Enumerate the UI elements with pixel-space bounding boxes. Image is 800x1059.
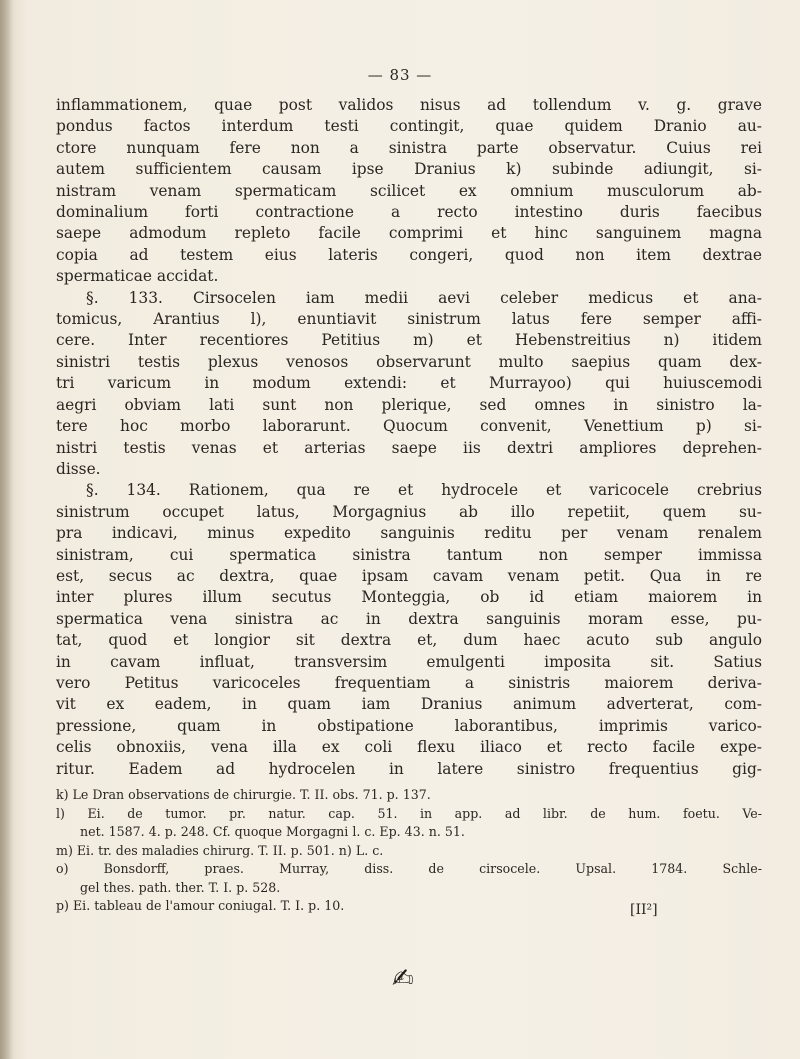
footnote-line: o) Bonsdorff, praes. Murray, diss. de cirsocele. Upsal. 1784. Schle- [56,861,762,876]
text-line: aegri obviam lati sunt non plerique, sed omnes in sinistro la- [56,395,762,414]
text-line: copia ad testem eius lateris congeri, quod non item dextrae [56,245,762,264]
footnotes [56,786,762,916]
page-number: — 83 — [367,66,433,84]
text-line: in cavam influat, transversim emulgenti imposita sit. Satius [56,652,762,671]
text-line: sinistrum occupet latus, Morgagnius ab illo repetiit, quem su- [56,502,762,521]
printer-signature: [II²] [630,902,658,918]
text-line: pra indicavi, minus expedito sanguinis reditu per venam renalem [56,524,762,543]
text-line: §. 133. Cirsocelen iam medii aevi celeber medicus et ana- [86,288,762,307]
text-line: nistram venam spermaticam scilicet ex omnium musculorum ab- [56,181,762,200]
footnote-line: k) Le Dran observations de chirurgie. T. II. obs. 71. p. 137. [56,787,431,802]
main-text [56,95,762,780]
text-line: tomicus, Arantius l), enuntiavit sinistrum latus fere semper affi- [56,310,762,329]
ink-mark: ✍ [392,964,414,994]
text-line: disse. [56,459,101,478]
text-line: sinistram, cui spermatica sinistra tantum non semper immissa [56,545,762,564]
text-line: celis obnoxiis, vena illa ex coli flexu iliaco et recto facile expe- [56,738,762,757]
footnote-line: net. 1587. 4. p. 248. Cf. quoque Morgagni l. c. Ep. 43. n. 51. [80,824,465,839]
text-line: sinistri testis plexus venosos observarunt multo saepius quam dex- [56,352,762,371]
text-line: est, secus ac dextra, quae ipsam cavam venam petit. Qua in re [56,566,762,585]
text-line: ctore nunquam fere non a sinistra parte observatur. Cuius rei [56,138,762,157]
text-line: inter plures illum secutus Monteggia, ob id etiam maiorem in [56,588,762,607]
text-line: vero Petitus varicoceles frequentiam a sinistris maiorem deriva- [56,673,762,692]
text-line: nistri testis venas et arterias saepe iis dextri ampliores deprehen- [56,438,762,457]
text-line: tat, quod et longior sit dextra et, dum haec acuto sub angulo [56,631,762,650]
footnote-line: p) Ei. tableau de l'amour coniugal. T. I. p. 10. [56,898,345,913]
text-line: spermatica vena sinistra ac in dextra sanguinis moram esse, pu- [56,609,762,628]
text-line: pressione, quam in obstipatione laborantibus, imprimis varico- [56,716,762,735]
text-line: tri varicum in modum extendi: et Murrayoo) qui huiuscemodi [56,374,762,393]
text-line: ritur. Eadem ad hydrocelen in latere sinistro frequentius gig- [56,759,762,778]
footnote-line: gel thes. path. ther. T. I. p. 528. [80,879,281,895]
footnote-line: l) Ei. de tumor. pr. natur. cap. 51. in app. ad libr. de hum. foetu. Ve- [56,805,762,821]
text-line: saepe admodum repleto facile comprimi et hinc sanguinem magna [56,224,762,243]
text-line: pondus factos interdum testi contingit, quae quidem Dranio au- [56,117,762,136]
text-line: inflammationem, quae post validos nisus ad tollendum v. g. grave [56,96,762,114]
text-line: autem sufficientem causam ipse Dranius k) subinde adiungit, si- [56,160,762,179]
text-line: vit ex eadem, in quam iam Dranius animum adverterat, com- [56,695,762,714]
text-line: tere hoc morbo laborarunt. Quocum convenit, Venettium p) si- [56,417,762,436]
text-line: spermaticae accidat. [56,267,219,286]
page-gutter-shadow [0,0,14,1059]
text-line: §. 134. Rationem, qua re et hydrocele et varicocele crebrius [86,481,762,500]
text-line: cere. Inter recentiores Petitius m) et Hebenstreitius n) itidem [56,331,762,350]
footnote-line: m) Ei. tr. des maladies chirurg. T. II. p. 501. n) L. c. [56,842,384,858]
text-line: dominalium forti contractione a recto intestino duris faecibus [56,203,762,222]
